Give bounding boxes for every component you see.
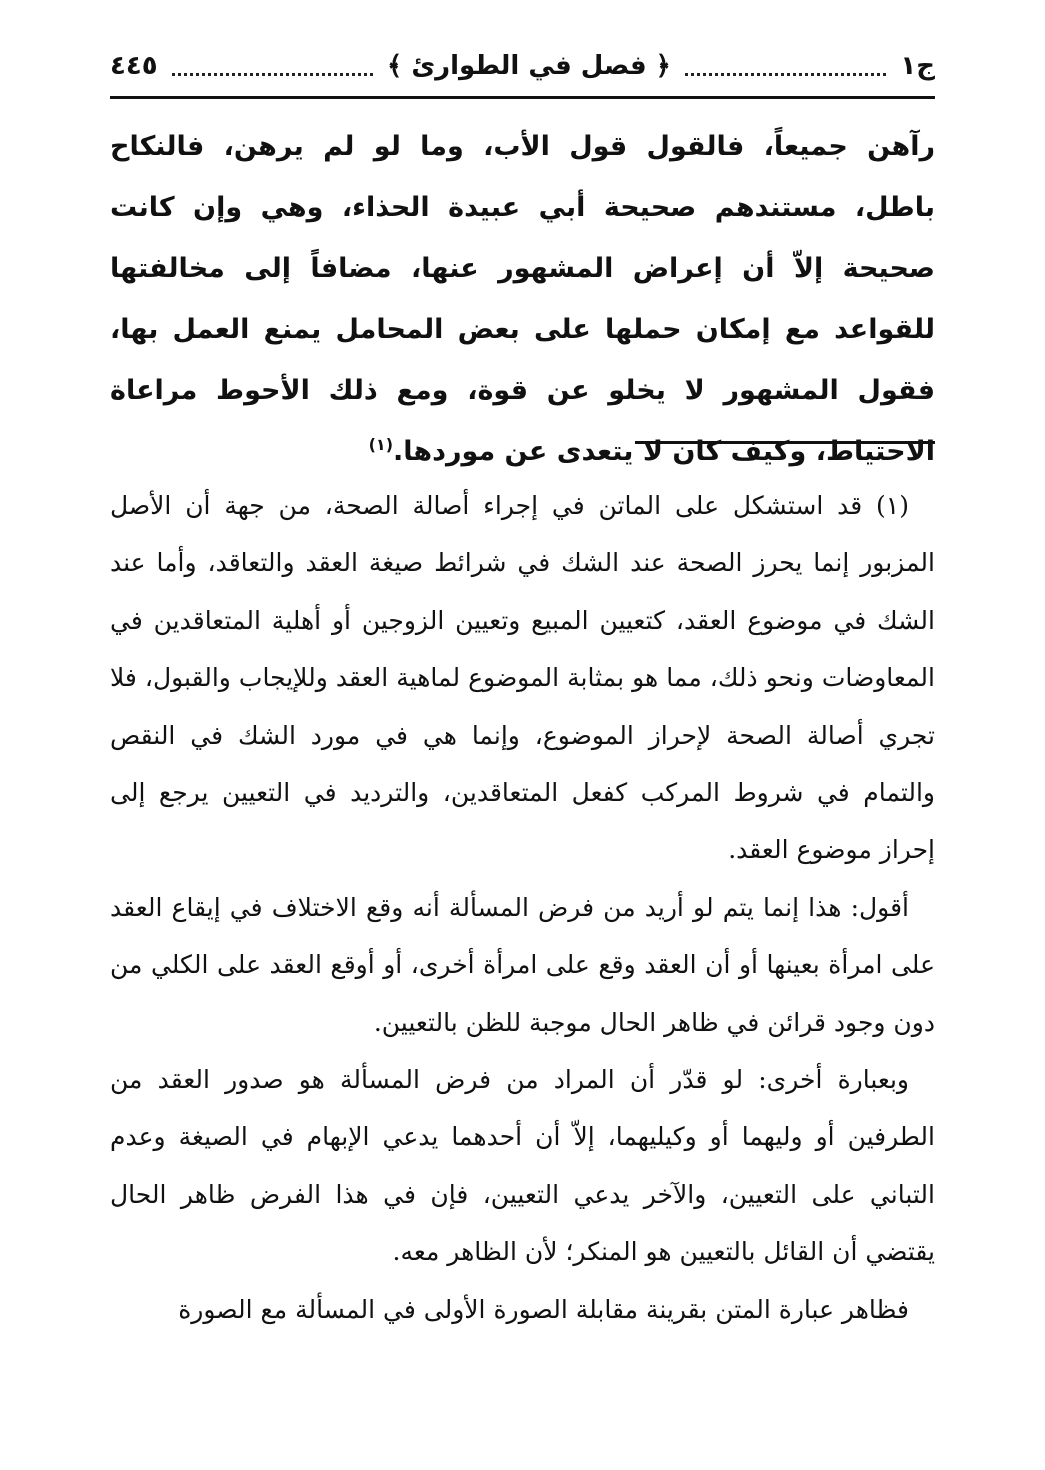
footnote-paragraph: (١) قد استشكل على الماتن في إجراء أصالة الصحة، من جهة أن الأصل المزبور إنما يحرز الصحة عند الشك في شرائط صيغة العقد والتعاقد، وأما عند الشك في موضوع العقد، كتعيين المبيع وتعيين الزوجين أو أهلية المتعاقدين في المعاوضات ونحو ذلك، مما هو بمثابة الموضوع لماهية العقد وللإيجاب والقبول، فلا تجري أصالة الصحة لإحراز الموضوع، وإنما هي في مورد الشك في النقص والتمام في شروط المركب كفعل المتعاقدين، والترديد في التعيين يرجع إلى إحراز موضوع العقد.	[110, 491, 935, 865]
footnote-marker: (١)	[368, 435, 393, 454]
header-dot-leader	[685, 73, 886, 76]
footnote-paragraph: وبعبارة أخرى: لو قدّر أن المراد من فرض المسألة هو صدور العقد من الطرفين أو وليهما أو وكيليهما، إلاّ أن أحدهما يدعي الإبهام في الصيغة وعدم التباني على التعيين، والآخر يدعي التعيين، فإن في هذا الفرض ظاهر الحال يقتضي أن القائل بالتعيين هو المنكر؛ لأن الظاهر معه.	[110, 1065, 935, 1267]
footnotes	[110, 477, 935, 1338]
running-header	[110, 42, 935, 90]
footnote-paragraph: فظاهر عبارة المتن بقرينة مقابلة الصورة الأولى في المسألة مع الصورة	[178, 1294, 909, 1324]
header-rule	[110, 96, 935, 99]
main-text-body: رآهن جميعاً، فالقول قول الأب، وما لو لم يرهن، فالنكاح باطل، مستندهم صحيحة أبي عبيدة الحذاء، وهي وإن كانت صحيحة إلاّ أن إعراض المشهور عنها، مضافاً إلى مخالفتها للقواعد مع إمكان حملها على بعض المحامل يمنع العمل بها، فقول المشهور لا يخلو عن قوة، ومع ذلك الأحوط مراعاة الاحتياط، وكيف كان لا يتعدى عن موردها.	[110, 131, 935, 467]
footnote-paragraph: أقول: هذا إنما يتم لو أريد من فرض المسألة أنه وقع الاختلاف في إيقاع العقد على امرأة بعينها أو أن العقد وقع على امرأة أخرى، أو أوقع العقد على الكلي من دون وجود قرائن في ظاهر الحال موجبة للظن بالتعيين.	[110, 892, 935, 1037]
footnote-separator	[635, 441, 935, 444]
chapter-title: ﴿ فصل في الطوارئ ﴾	[387, 51, 671, 81]
volume-label: ج١	[900, 51, 935, 81]
page-number: ٤٤٥	[109, 51, 158, 81]
main-text	[110, 116, 935, 482]
header-dot-leader	[172, 73, 373, 76]
